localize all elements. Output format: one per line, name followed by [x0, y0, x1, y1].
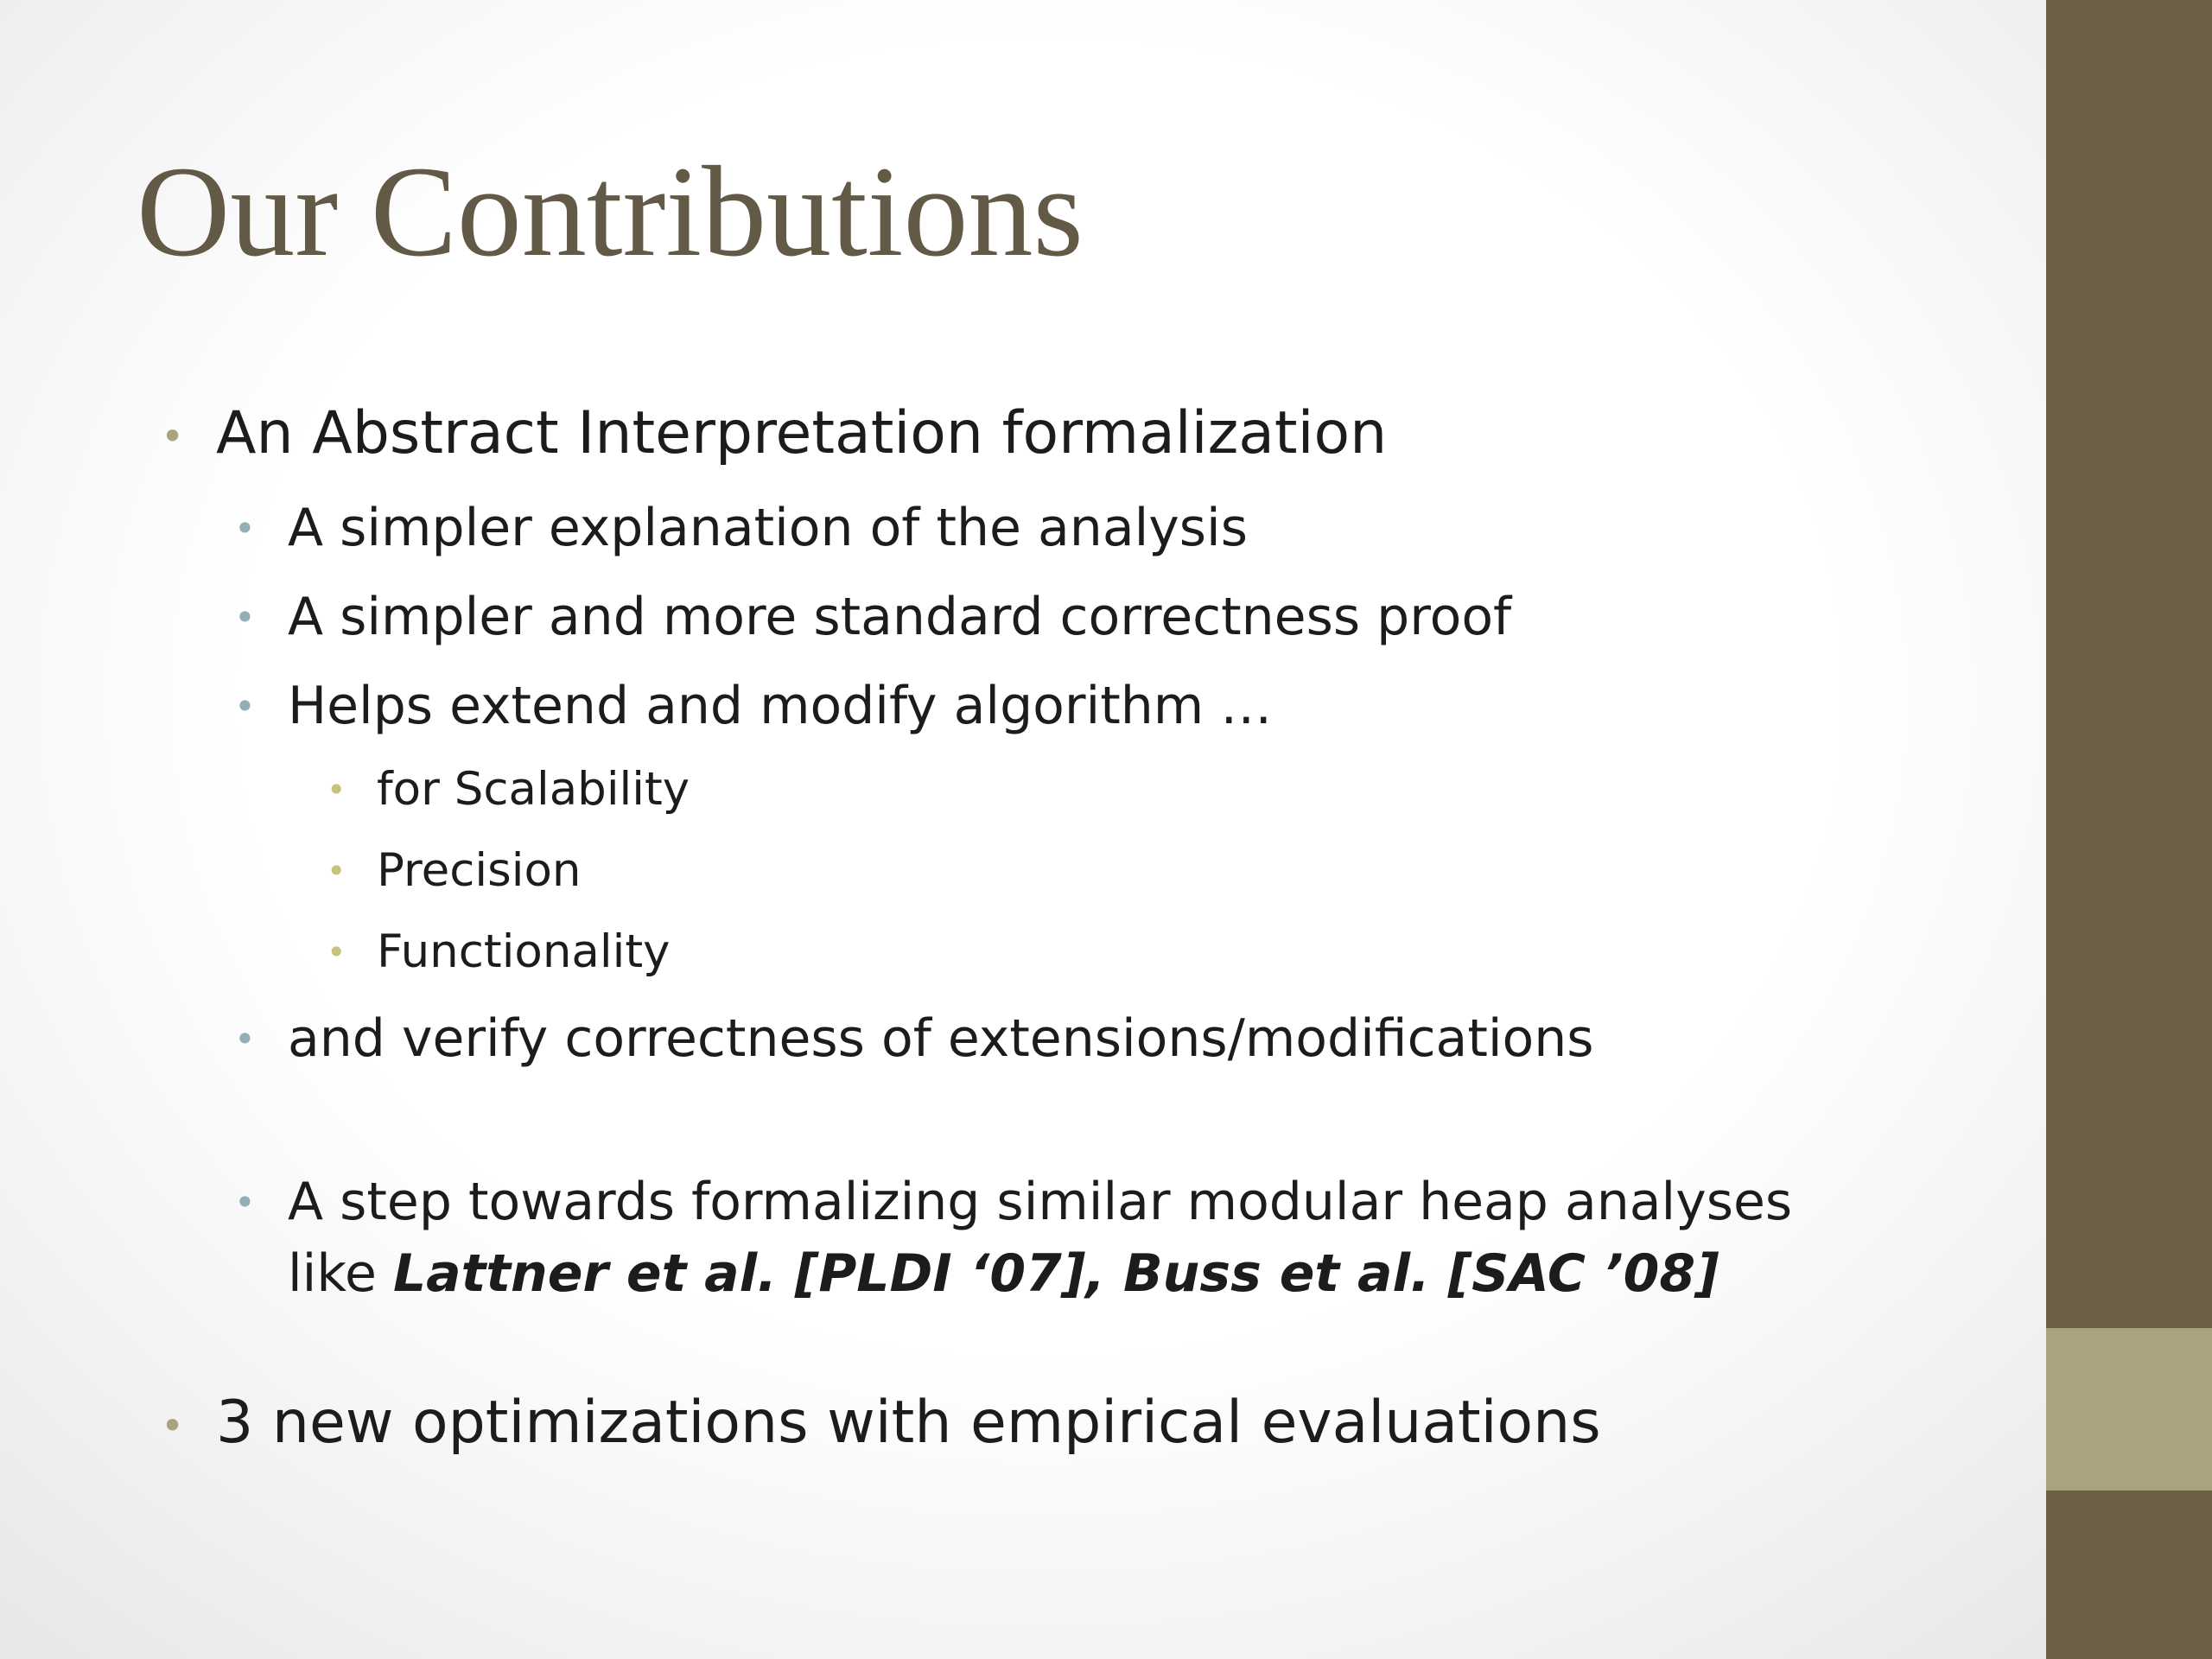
- bullet-item-verify-correctness: [234, 1002, 1594, 1075]
- bullet-item-formalizing-heap-analyses: [234, 1166, 1793, 1310]
- bullet-item-functionality: [327, 916, 671, 988]
- bullet-text: 3 new optimizations with empirical evaluations: [216, 1389, 1601, 1457]
- bullet-item-simpler-explanation: [234, 492, 1248, 564]
- slide-title: Our Contributions: [137, 140, 1084, 283]
- bullet-text: Precision: [377, 844, 582, 897]
- bullet-text: Functionality: [377, 925, 671, 978]
- bullet-icon: •: [234, 507, 256, 550]
- bullet-text-continuation: [288, 1237, 1792, 1310]
- bullet-icon: •: [161, 1402, 185, 1449]
- side-bar-accent-decoration: [2046, 1328, 2212, 1491]
- bullet-item-abstract-interpretation: [161, 397, 1388, 470]
- bullet-text: for Scalability: [377, 763, 690, 816]
- bullet-text: Helps extend and modify algorithm …: [288, 676, 1273, 736]
- citation-text: Lattner et al. [PLDI ‘07], Buss et al. [SAC ’08]: [392, 1243, 1719, 1304]
- bullet-text: An Abstract Interpretation formalization: [216, 399, 1388, 467]
- bullet-icon: •: [327, 852, 346, 890]
- continuation-text: like: [288, 1243, 393, 1304]
- bullet-icon: •: [327, 771, 346, 809]
- bullet-text: A simpler explanation of the analysis: [288, 498, 1248, 558]
- bullet-text: A simpler and more standard correctness proof: [288, 587, 1512, 647]
- bullet-text: A step towards formalizing similar modular heap analyses: [288, 1172, 1793, 1232]
- bullet-icon: •: [234, 1181, 256, 1224]
- bullet-item-extend-modify: [234, 670, 1273, 742]
- bullet-item-precision: [327, 835, 582, 907]
- bullet-item-new-optimizations: [161, 1387, 1601, 1459]
- bullet-icon: •: [234, 596, 256, 639]
- bullet-icon: •: [327, 933, 346, 971]
- bullet-icon: •: [161, 413, 185, 460]
- bullet-item-scalability: [327, 753, 690, 826]
- bullet-icon: •: [234, 685, 256, 728]
- bullet-icon: •: [234, 1018, 256, 1060]
- bullet-item-correctness-proof: [234, 581, 1512, 653]
- bullet-text: and verify correctness of extensions/modifications: [288, 1008, 1594, 1069]
